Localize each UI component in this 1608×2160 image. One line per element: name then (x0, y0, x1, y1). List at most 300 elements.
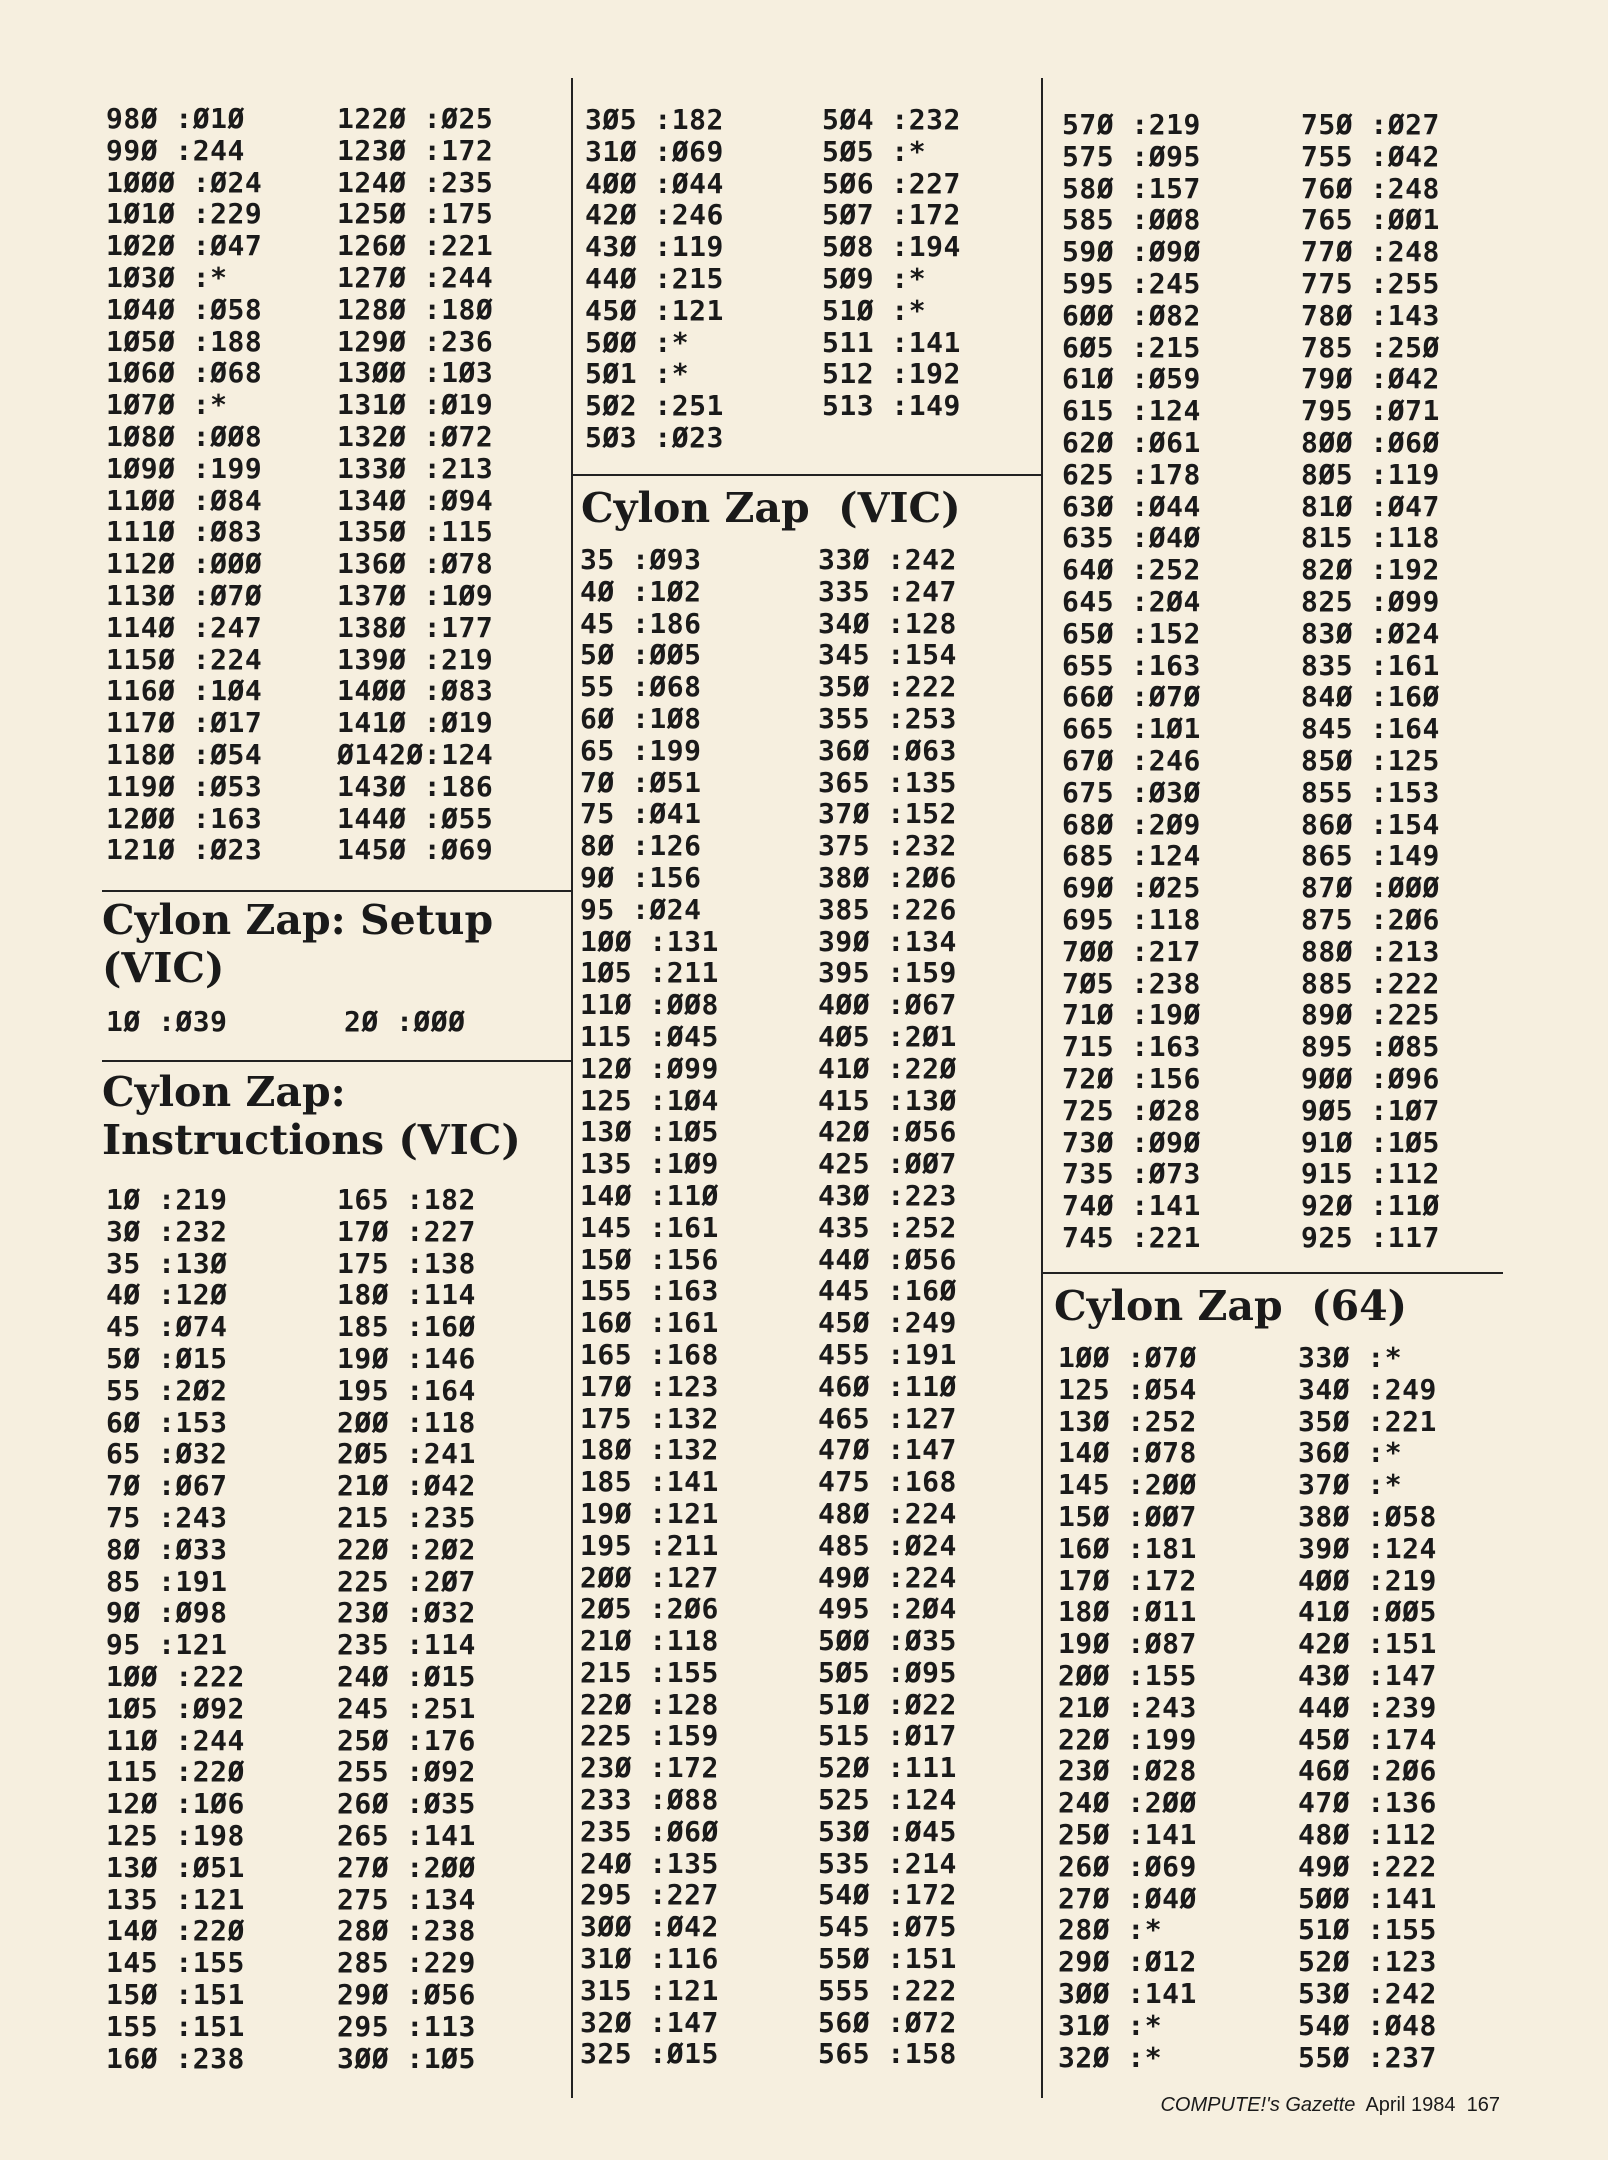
checksum-line: 49Ø :224 (818, 1560, 957, 1594)
checksum-line: 76Ø :248 (1301, 171, 1440, 205)
checksum-line: 54Ø :172 (818, 1878, 957, 1912)
checksum-line: 81Ø :Ø47 (1301, 489, 1440, 523)
checksum-line: 1Ø :219 (106, 1183, 228, 1216)
checksum-line: 39Ø :134 (818, 924, 957, 958)
checksum-line: 19Ø :Ø87 (1058, 1627, 1197, 1661)
checksum-column (337, 1184, 476, 2074)
checksum-line: 36Ø :* (1298, 1436, 1403, 1470)
checksum-line: 175 :132 (580, 1401, 719, 1435)
checksum-line: 7ØØ :217 (1062, 934, 1201, 968)
checksum-column (337, 103, 493, 866)
checksum-line: 56Ø :Ø72 (818, 2005, 957, 2039)
checksum-line: 145 :161 (580, 1210, 719, 1244)
checksum-line: 395 :159 (818, 956, 957, 990)
checksum-line: 22Ø :2Ø2 (337, 1532, 476, 1566)
checksum-line: 2Ø5 :2Ø6 (580, 1592, 719, 1626)
checksum-line: 59Ø :Ø9Ø (1062, 235, 1201, 269)
checksum-line: 11Ø :ØØ8 (580, 988, 719, 1022)
checksum-line: 145 :155 (106, 1946, 245, 1980)
checksum-line: 116Ø :1Ø4 (106, 674, 263, 708)
checksum-line: 3Ø5 :182 (585, 103, 724, 136)
checksum-line: 26Ø :Ø69 (1058, 1849, 1197, 1883)
checksum-column (818, 544, 957, 2070)
checksum-line: 18Ø :Ø11 (1058, 1595, 1197, 1629)
checksum-line: 5ØØ :141 (1298, 1881, 1437, 1915)
checksum-line: 14Ø :11Ø (580, 1178, 719, 1212)
checksum-line: 85 :191 (106, 1564, 228, 1598)
checksum-line: 3Ø :232 (106, 1214, 228, 1248)
checksum-line: 765 :ØØ1 (1301, 203, 1440, 237)
checksum-line: 7Ø5 :238 (1062, 966, 1201, 1000)
checksum-column (344, 1006, 466, 1038)
checksum-line: 165 :168 (580, 1337, 719, 1371)
checksum-line: 235 :114 (337, 1628, 476, 1662)
checksum-line: 145 :2ØØ (1058, 1468, 1197, 1502)
checksum-line: 95 :Ø24 (580, 892, 702, 926)
checksum-line: 75 :243 (106, 1500, 228, 1534)
checksum-table (106, 103, 493, 866)
checksum-line: 4ØØ :Ø44 (585, 166, 724, 200)
checksum-line: 1Ø8Ø :ØØ8 (106, 419, 263, 453)
checksum-line: 52Ø :111 (818, 1751, 957, 1785)
checksum-line: 215 :235 (337, 1500, 476, 1534)
checksum-line: 92Ø :11Ø (1301, 1189, 1440, 1223)
checksum-line: 16Ø :238 (106, 2041, 245, 2075)
checksum-line: 42Ø :Ø56 (818, 1115, 957, 1149)
checksum-line: 1Ø :Ø39 (106, 1005, 228, 1038)
checksum-line: 53Ø :Ø45 (818, 1814, 957, 1848)
checksum-line: 126Ø :221 (337, 229, 494, 263)
checksum-table (106, 1006, 466, 1038)
checksum-line: 98Ø :Ø1Ø (106, 102, 245, 135)
checksum-line: 375 :232 (818, 829, 957, 863)
checksum-line: 695 :118 (1062, 902, 1201, 936)
checksum-line: 675 :Ø3Ø (1062, 775, 1201, 809)
checksum-line: 36Ø :Ø63 (818, 733, 957, 767)
checksum-line: 42Ø :246 (585, 198, 724, 232)
checksum-line: 91Ø :1Ø5 (1301, 1125, 1440, 1159)
checksum-line: 71Ø :19Ø (1062, 998, 1201, 1032)
checksum-column (1301, 109, 1440, 1254)
checksum-line: 17Ø :123 (580, 1369, 719, 1403)
checksum-line: 55 :2Ø2 (106, 1373, 228, 1407)
checksum-line: 3ØØ :141 (1058, 1976, 1197, 2010)
checksum-line: 47Ø :136 (1298, 1786, 1437, 1820)
checksum-line: 51Ø :* (822, 293, 927, 327)
checksum-line: 5Ø8 :194 (822, 230, 961, 264)
checksum-line: 35 :13Ø (106, 1246, 228, 1280)
checksum-table (580, 544, 957, 2070)
checksum-line: 233 :Ø88 (580, 1783, 719, 1817)
checksum-line: 112Ø :ØØØ (106, 547, 263, 581)
checksum-line: 195 :164 (337, 1373, 476, 1407)
checksum-line: 215 :155 (580, 1655, 719, 1689)
checksum-line: 1Ø5 :211 (580, 956, 719, 990)
checksum-line: 12Ø :Ø99 (580, 1051, 719, 1085)
title-line: Cylon Zap (VIC) (581, 484, 961, 532)
checksum-line: 114Ø :247 (106, 610, 263, 644)
checksum-line: 175 :138 (337, 1246, 476, 1280)
title-line: Cylon Zap: Setup (102, 896, 494, 944)
checksum-line: 885 :222 (1301, 966, 1440, 1000)
checksum-line: 845 :164 (1301, 712, 1440, 746)
checksum-line: 35 :Ø93 (580, 543, 702, 576)
checksum-line: 33Ø :* (1298, 1341, 1403, 1374)
checksum-line: 1Ø6Ø :Ø68 (106, 356, 263, 390)
checksum-line: 22Ø :128 (580, 1687, 719, 1721)
checksum-line: 415 :13Ø (818, 1083, 957, 1117)
checksum-line: 125 :Ø54 (1058, 1372, 1197, 1406)
checksum-line: 139Ø :219 (337, 642, 494, 676)
checksum-line: 35Ø :222 (818, 670, 957, 704)
checksum-line: 11ØØ :Ø84 (106, 483, 263, 517)
checksum-line: 14Ø :22Ø (106, 1914, 245, 1948)
checksum-line: 1ØØ :222 (106, 1659, 245, 1693)
checksum-line: 715 :163 (1062, 1030, 1201, 1064)
checksum-line: 46Ø :2Ø6 (1298, 1754, 1437, 1788)
checksum-line: 23Ø :Ø28 (1058, 1754, 1197, 1788)
checksum-line: 5Ø7 :172 (822, 198, 961, 232)
checksum-line: 118Ø :Ø54 (106, 737, 263, 771)
checksum-line: 155 :163 (580, 1274, 719, 1308)
checksum-line: 124Ø :235 (337, 165, 494, 199)
checksum-line: 35Ø :221 (1298, 1404, 1437, 1438)
checksum-line: 3ØØ :1Ø5 (337, 2041, 476, 2075)
checksum-line: 72Ø :156 (1062, 1061, 1201, 1095)
checksum-line: 4ØØ :219 (1298, 1563, 1437, 1597)
checksum-line: 555 :222 (818, 1973, 957, 2007)
checksum-line: 685 :124 (1062, 839, 1201, 873)
checksum-line: 525 :124 (818, 1783, 957, 1817)
checksum-line: 43Ø :119 (585, 230, 724, 264)
checksum-line: 4ØØ :Ø67 (818, 988, 957, 1022)
checksum-line: 575 :Ø95 (1062, 139, 1201, 173)
checksum-line: 13Ø :Ø51 (106, 1850, 245, 1884)
checksum-line: 24Ø :2ØØ (1058, 1786, 1197, 1820)
checksum-line: 513 :149 (822, 389, 961, 423)
checksum-line: 123Ø :172 (337, 133, 494, 167)
checksum-line: 51Ø :Ø22 (818, 1687, 957, 1721)
checksum-line: 25Ø :141 (1058, 1817, 1197, 1851)
column-divider (1041, 78, 1043, 2098)
checksum-line: 865 :149 (1301, 839, 1440, 873)
checksum-column (822, 104, 961, 454)
checksum-line: 79Ø :Ø42 (1301, 362, 1440, 396)
checksum-line: 74Ø :141 (1062, 1189, 1201, 1223)
checksum-line: 225 :159 (580, 1719, 719, 1753)
checksum-line: 625 :178 (1062, 457, 1201, 491)
checksum-line: 12Ø :1Ø6 (106, 1787, 245, 1821)
checksum-line: 113Ø :Ø7Ø (106, 578, 263, 612)
checksum-line: 55Ø :237 (1298, 2040, 1437, 2074)
checksum-line: 6ØØ :Ø82 (1062, 298, 1201, 332)
checksum-line: 115 :22Ø (106, 1755, 245, 1789)
checksum-line: 131Ø :Ø19 (337, 388, 494, 422)
section-title (581, 484, 961, 532)
checksum-line: 27Ø :Ø4Ø (1058, 1881, 1197, 1915)
checksum-line: 134Ø :Ø94 (337, 483, 494, 517)
checksum-table (1058, 1342, 1437, 2073)
checksum-table (585, 104, 961, 454)
checksum-column (1298, 1342, 1437, 2073)
checksum-line: 655 :163 (1062, 648, 1201, 682)
checksum-line: 25Ø :176 (337, 1723, 476, 1757)
checksum-line: 135Ø :115 (337, 515, 494, 549)
checksum-line: 245 :251 (337, 1691, 476, 1725)
checksum-line: 127Ø :244 (337, 260, 494, 294)
page-footer (1160, 2094, 1500, 2117)
checksum-line: 8Ø5 :119 (1301, 457, 1440, 491)
checksum-line: 69Ø :Ø25 (1062, 871, 1201, 905)
checksum-line: 43Ø :223 (818, 1178, 957, 1212)
checksum-column (580, 544, 818, 2070)
checksum-line: 13Ø :1Ø5 (580, 1115, 719, 1149)
title-line: Cylon Zap (64) (1054, 1282, 1408, 1330)
checksum-line: 55 :Ø68 (580, 670, 702, 704)
checksum-line: 23Ø :172 (580, 1751, 719, 1785)
checksum-line: 18Ø :114 (337, 1278, 476, 1312)
checksum-column (1058, 1342, 1298, 2073)
checksum-line: 115Ø :224 (106, 642, 263, 676)
checksum-line: 745 :221 (1062, 1220, 1201, 1254)
page-number: 167 (1466, 2094, 1500, 2116)
checksum-line: 46Ø :11Ø (818, 1369, 957, 1403)
checksum-line: 48Ø :224 (818, 1496, 957, 1530)
checksum-line: 7Ø :Ø51 (580, 765, 702, 799)
checksum-line: 425 :ØØ7 (818, 1147, 957, 1181)
checksum-line: 125 :198 (106, 1818, 245, 1852)
checksum-line: 47Ø :147 (818, 1433, 957, 1467)
checksum-line: 67Ø :246 (1062, 743, 1201, 777)
checksum-line: 325 :Ø15 (580, 2037, 719, 2071)
checksum-line: 29Ø :Ø56 (337, 1977, 476, 2011)
checksum-line: 1Ø9Ø :199 (106, 451, 263, 485)
checksum-line: 8Ø :126 (580, 829, 702, 863)
checksum-line: 45Ø :174 (1298, 1722, 1437, 1756)
checksum-line: 13ØØ :1Ø3 (337, 356, 494, 390)
checksum-column (106, 1006, 344, 1038)
checksum-line: 26Ø :Ø35 (337, 1787, 476, 1821)
checksum-line: 265 :141 (337, 1818, 476, 1852)
checksum-line: 45 :186 (580, 606, 702, 640)
checksum-line: 1Ø1Ø :229 (106, 197, 263, 231)
checksum-line: 82Ø :192 (1301, 553, 1440, 587)
checksum-line: 2ØØ :118 (337, 1405, 476, 1439)
checksum-line: 52Ø :123 (1298, 1945, 1437, 1979)
checksum-line: 2ØØ :155 (1058, 1658, 1197, 1692)
checksum-line: 45 :Ø74 (106, 1310, 228, 1344)
checksum-line: 155 :151 (106, 2009, 245, 2043)
checksum-line: 65 :199 (580, 733, 702, 767)
checksum-line: 75Ø :Ø27 (1301, 108, 1440, 141)
section-title (102, 896, 493, 992)
checksum-line: 65 :Ø32 (106, 1437, 228, 1471)
checksum-line: 84Ø :16Ø (1301, 680, 1440, 714)
checksum-line: 5Ø2 :251 (585, 389, 724, 423)
checksum-line: 18Ø :132 (580, 1433, 719, 1467)
checksum-line: 17Ø :227 (337, 1214, 476, 1248)
checksum-line: 295 :227 (580, 1878, 719, 1912)
checksum-line: 5Ø5 :Ø95 (818, 1655, 957, 1689)
checksum-line: 49Ø :222 (1298, 1849, 1437, 1883)
checksum-line: 915 :112 (1301, 1157, 1440, 1191)
checksum-line: 85Ø :125 (1301, 743, 1440, 777)
checksum-line: 8Ø :Ø33 (106, 1532, 228, 1566)
checksum-line: 53Ø :242 (1298, 1976, 1437, 2010)
checksum-line: 129Ø :236 (337, 324, 494, 358)
checksum-line: 121Ø :Ø23 (106, 833, 263, 867)
checksum-line: 275 :134 (337, 1882, 476, 1916)
checksum-line: 775 :255 (1301, 266, 1440, 300)
checksum-line: 225 :2Ø7 (337, 1564, 476, 1598)
checksum-line: 77Ø :248 (1301, 235, 1440, 269)
checksum-line: 31Ø :Ø69 (585, 134, 724, 168)
checksum-column (106, 103, 337, 866)
checksum-line: 735 :Ø73 (1062, 1157, 1201, 1191)
checksum-line: 9Ø5 :1Ø7 (1301, 1093, 1440, 1127)
checksum-line: 83Ø :Ø24 (1301, 616, 1440, 650)
checksum-line: 57Ø :219 (1062, 108, 1201, 141)
checksum-line: 44Ø :Ø56 (818, 1242, 957, 1276)
checksum-line: 135 :1Ø9 (580, 1147, 719, 1181)
checksum-line: 855 :153 (1301, 775, 1440, 809)
checksum-line: 24Ø :135 (580, 1846, 719, 1880)
checksum-line: 125Ø :175 (337, 197, 494, 231)
checksum-line: 795 :Ø71 (1301, 394, 1440, 428)
checksum-line: Ø142Ø:124 (337, 737, 494, 771)
checksum-line: 19Ø :121 (580, 1496, 719, 1530)
section-divider (1043, 1272, 1503, 1274)
checksum-line: 58Ø :157 (1062, 171, 1201, 205)
checksum-line: 4Ø :12Ø (106, 1278, 228, 1312)
checksum-line: 5Ø5 :* (822, 134, 927, 168)
checksum-line: 27Ø :2ØØ (337, 1850, 476, 1884)
checksum-line: 445 :16Ø (818, 1274, 957, 1308)
checksum-column (106, 1184, 337, 2074)
checksum-line: 28Ø :* (1058, 1913, 1163, 1947)
checksum-line: 143Ø :186 (337, 769, 494, 803)
checksum-line: 1Ø3Ø :* (106, 260, 228, 294)
checksum-line: 8ØØ :Ø6Ø (1301, 425, 1440, 459)
checksum-line: 511 :141 (822, 325, 961, 359)
checksum-line: 41Ø :22Ø (818, 1051, 957, 1085)
checksum-line: 365 :135 (818, 765, 957, 799)
title-line: Instructions (VIC) (102, 1116, 521, 1164)
checksum-line: 485 :Ø24 (818, 1528, 957, 1562)
checksum-line: 455 :191 (818, 1337, 957, 1371)
checksum-line: 32Ø :147 (580, 2005, 719, 2039)
checksum-line: 165 :182 (337, 1183, 476, 1216)
checksum-line: 12ØØ :163 (106, 801, 263, 835)
checksum-line: 6Ø :1Ø8 (580, 701, 702, 735)
checksum-line: 22Ø :199 (1058, 1722, 1197, 1756)
checksum-line: 111Ø :Ø83 (106, 515, 263, 549)
checksum-line: 11Ø :244 (106, 1723, 245, 1757)
checksum-line: 132Ø :Ø72 (337, 419, 494, 453)
checksum-line: 119Ø :Ø53 (106, 769, 263, 803)
checksum-line: 5Ø3 :Ø23 (585, 420, 724, 454)
checksum-line: 16Ø :181 (1058, 1531, 1197, 1565)
checksum-line: 54Ø :Ø48 (1298, 2008, 1437, 2042)
checksum-table (106, 1184, 476, 2074)
checksum-line: 15Ø :156 (580, 1242, 719, 1276)
checksum-line: 44Ø :239 (1298, 1690, 1437, 1724)
checksum-line: 385 :226 (818, 892, 957, 926)
checksum-line: 87Ø :ØØØ (1301, 871, 1440, 905)
checksum-line: 15Ø :ØØ7 (1058, 1499, 1197, 1533)
checksum-line: 32Ø :* (1058, 2040, 1163, 2074)
checksum-line: 14Ø :Ø78 (1058, 1436, 1197, 1470)
checksum-line: 435 :252 (818, 1210, 957, 1244)
issue-date: April 1984 (1365, 2094, 1456, 2116)
checksum-line: 122Ø :Ø25 (337, 102, 494, 135)
checksum-line: 45Ø :249 (818, 1306, 957, 1340)
checksum-line: 295 :113 (337, 2009, 476, 2043)
checksum-line: 24Ø :Ø15 (337, 1659, 476, 1693)
checksum-line: 61Ø :Ø59 (1062, 362, 1201, 396)
checksum-line: 335 :247 (818, 574, 957, 608)
checksum-line: 135 :121 (106, 1882, 245, 1916)
checksum-line: 195 :211 (580, 1528, 719, 1562)
checksum-line: 41Ø :ØØ5 (1298, 1595, 1437, 1629)
checksum-line: 285 :229 (337, 1946, 476, 1980)
checksum-line: 345 :154 (818, 638, 957, 672)
checksum-line: 512 :192 (822, 357, 961, 391)
checksum-line: 1ØØ :Ø7Ø (1058, 1341, 1197, 1374)
checksum-line: 515 :Ø17 (818, 1719, 957, 1753)
checksum-line: 495 :2Ø4 (818, 1592, 957, 1626)
checksum-line: 545 :Ø75 (818, 1910, 957, 1944)
checksum-line: 2ØØ :127 (580, 1560, 719, 1594)
checksum-line: 42Ø :151 (1298, 1627, 1437, 1661)
checksum-line: 62Ø :Ø61 (1062, 425, 1201, 459)
checksum-line: 1Ø7Ø :* (106, 388, 228, 422)
checksum-line: 315 :121 (580, 1973, 719, 2007)
checksum-line: 48Ø :112 (1298, 1817, 1437, 1851)
checksum-line: 99Ø :244 (106, 133, 245, 167)
checksum-line: 136Ø :Ø78 (337, 547, 494, 581)
checksum-line: 95 :121 (106, 1628, 228, 1662)
checksum-line: 785 :25Ø (1301, 330, 1440, 364)
checksum-line: 37Ø :* (1298, 1468, 1403, 1502)
checksum-line: 815 :118 (1301, 521, 1440, 555)
checksum-line: 235 :Ø6Ø (580, 1814, 719, 1848)
checksum-line: 635 :Ø4Ø (1062, 521, 1201, 555)
checksum-line: 6Ø5 :215 (1062, 330, 1201, 364)
checksum-line: 665 :1Ø1 (1062, 712, 1201, 746)
checksum-line: 5Ø4 :232 (822, 103, 961, 136)
checksum-line: 117Ø :Ø17 (106, 706, 263, 740)
checksum-line: 5Ø6 :227 (822, 166, 961, 200)
checksum-column (585, 104, 822, 454)
checksum-line: 5Ø1 :* (585, 357, 690, 391)
checksum-line: 128Ø :18Ø (337, 292, 494, 326)
checksum-line: 4Ø :1Ø2 (580, 574, 702, 608)
checksum-line: 1ØØØ :Ø24 (106, 165, 263, 199)
checksum-line: 5Ø :Ø15 (106, 1341, 228, 1375)
checksum-line: 115 :Ø45 (580, 1019, 719, 1053)
checksum-line: 73Ø :Ø9Ø (1062, 1125, 1201, 1159)
checksum-line: 1Ø4Ø :Ø58 (106, 292, 263, 326)
checksum-line: 16Ø :161 (580, 1306, 719, 1340)
checksum-line: 51Ø :155 (1298, 1913, 1437, 1947)
checksum-line: 895 :Ø85 (1301, 1030, 1440, 1064)
checksum-line: 185 :141 (580, 1465, 719, 1499)
checksum-line: 37Ø :152 (818, 797, 957, 831)
checksum-line: 89Ø :225 (1301, 998, 1440, 1032)
checksum-line: 1Ø5Ø :188 (106, 324, 263, 358)
checksum-line: 9Ø :156 (580, 860, 702, 894)
